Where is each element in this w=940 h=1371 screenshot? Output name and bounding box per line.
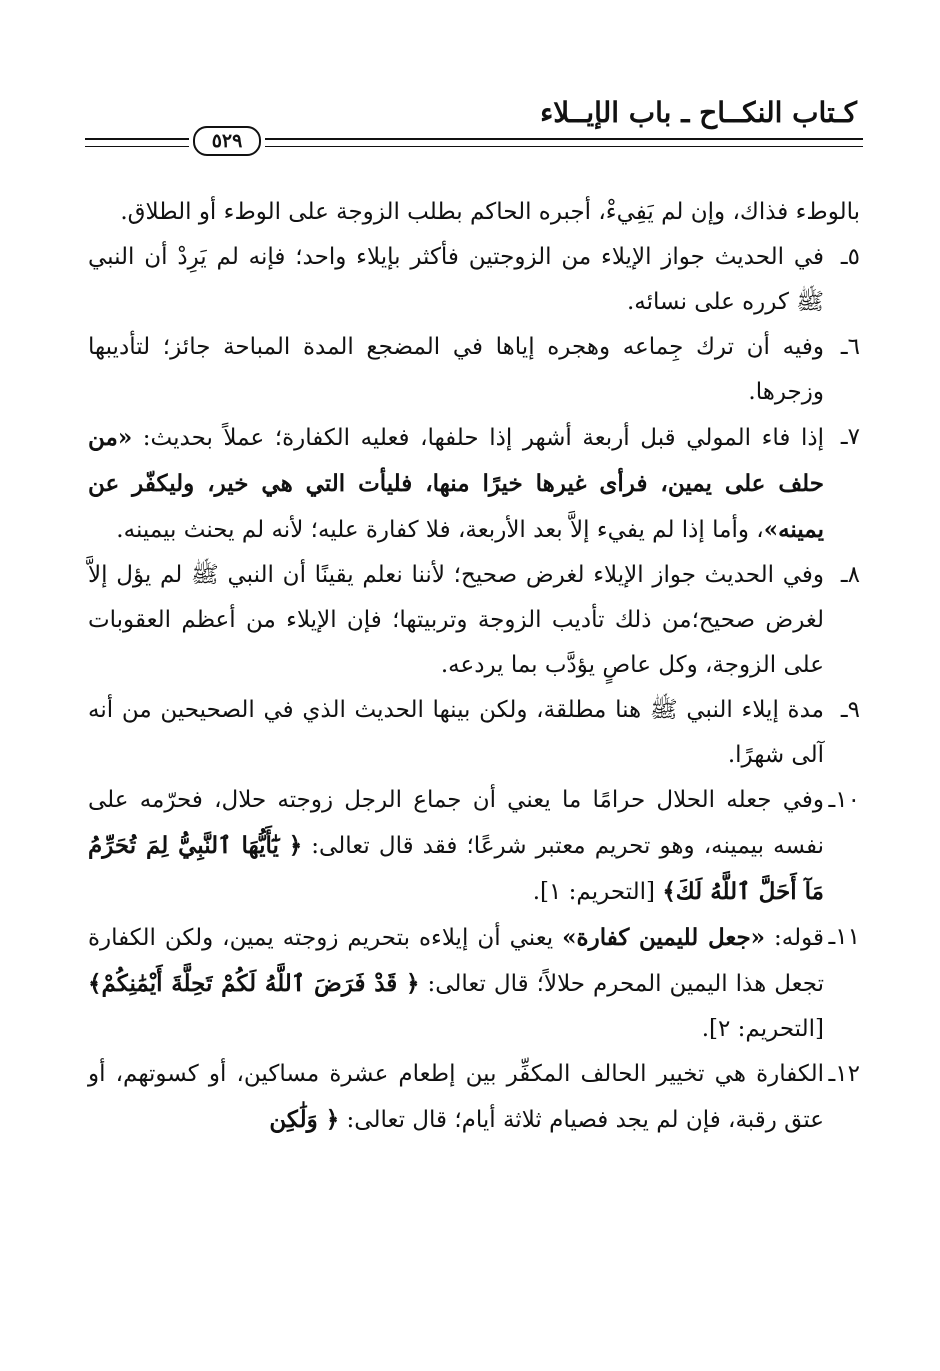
item-text: يعني أن إيلاءه بتحريم زوجته يمين، ولكن الكفارة تجعل هذا اليمين المحرم حلالاً؛ قال تعالى: [88,925,825,997]
list-item [88,415,860,553]
item-number: ٧ـ [840,424,860,450]
running-title: كـتاب النكــاح ـ باب الإيــلاء [540,96,857,129]
item-text: [التحريم: ١]. [532,879,663,905]
item-number: ٦ـ [840,334,860,360]
item-number: ١١ـ [828,924,860,950]
item-number: ١٠ـ [828,787,860,813]
header-rule-left [85,138,189,140]
hadith-quote: «من حلف على يمين، فرأى غيرها خيرًا منها، فليأت التي هي خير، وليكفّر عن يمينه» [88,424,824,543]
item-number: ١٢ـ [828,1061,860,1087]
list-item [88,778,860,915]
header-rule-left-thin [85,146,189,147]
item-number: ٩ـ [840,697,860,723]
page-number: ٥٢٩ [193,126,261,156]
list-item [88,688,860,778]
item-text: وفي الحديث جواز الإيلاء لغرض صحيح؛ لأننا نعلم يقينًا أن النبي ﷺ لم يؤل إلاَّ لغرض صحيح؛من ذلك تأديب الزوجة وتربيتها؛ فإن الإيلاء من أعظم العقوبات على الزوجة، وكل عاصٍ يؤدَّب بما يردعه. [88,562,824,678]
list-item [88,325,860,415]
quran-verse: ﴿ يَٰٓأَيُّهَا ٱلنَّبِيُّ لِمَ تُحَرِّمُ مَآ أَحَلَّ ٱللَّهُ لَكَ﴾ [88,832,824,905]
numbered-list [88,235,860,1143]
item-text: في الحديث جواز الإيلاء من الزوجتين فأكثر بإيلاء واحد؛ فإنه لم يَرِدْ أن النبي ﷺ كرره على نسائه. [88,244,824,315]
page-body [88,190,860,1143]
item-text: ، وأما إذا لم يفيء إلاَّ بعد الأربعة، فلا كفارة عليه؛ لأنه لم يحنث بيمينه. [116,517,764,543]
item-text: مدة إيلاء النبي ﷺ هنا مطلقة، ولكن بينها الحديث الذي في الصحيحين من أنه آلى شهرًا. [88,697,824,768]
list-item [88,915,860,1052]
list-item [88,235,860,325]
item-text: الكفارة هي تخيير الحالف المكفِّر بين إطعام عشرة مساكين، أو كسوتهم، أو عتق رقبة، فإن لم يجد فصيام ثلاثة أيام؛ قال تعالى: [88,1061,824,1133]
quran-verse: ﴿ قَدْ فَرَضَ ٱللَّهُ لَكُمْ تَحِلَّةَ أَيْمَٰنِكُمْ﴾ [88,970,420,997]
item-text: قوله: [765,925,825,951]
item-text: [التحريم: ٢]. [701,1016,824,1042]
item-text: إذا فاء المولي قبل أربعة أشهر إذا حلفها، فعليه الكفارة؛ عملاً بحديث: [132,425,824,451]
header-rule-right [265,138,863,140]
quran-verse: ﴿ وَلَٰكِن [269,1106,340,1133]
intro-paragraph: بالوطء فذاك، وإن لم يَفِيءْ، أجبره الحاكم بطلب الزوجة على الوطء أو الطلاق. [120,199,860,225]
list-item [88,553,860,688]
item-text: وفيه أن ترك جِماعه وهجره إياها في المضجع المدة المباحة جائز؛ لتأديبها وزجرها. [88,334,824,405]
item-number: ٥ـ [840,244,860,270]
list-item [88,1052,860,1143]
item-text: وفي جعله الحلال حرامًا ما يعني أن جماع الرجل زوجته حلال، فحرّمه على نفسه بيمينه، وهو تحريم معتبر شرعًا؛ فقد قال تعالى: [88,787,824,859]
item-number: ٨ـ [840,562,860,588]
hadith-quote: «جعل لليمين كفارة» [562,924,766,951]
page-header [85,96,863,156]
header-rule-right-thin [265,146,863,147]
